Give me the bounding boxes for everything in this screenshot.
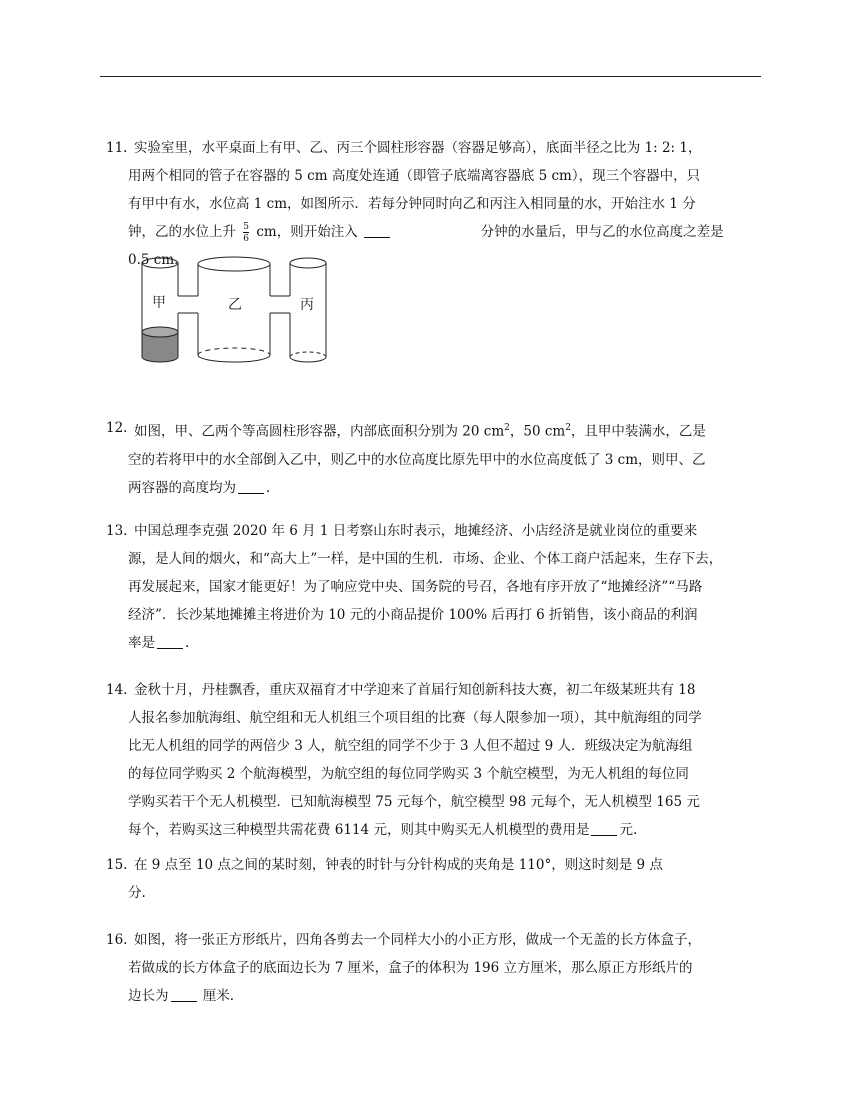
q13-line-1: 中国总理李克强 2020 年 6 月 1 日考察山东时表示，地摊经济、小店经济是就业岗位的重要来: [134, 523, 698, 539]
q12-line-1: [134, 414, 766, 446]
q12-text: ，50 cm: [509, 423, 566, 440]
q14-line-4: 的每位同学购买 2 个航海模型，为航空组的每位同学购买 3 个航空模型，为无人机组的每位同: [128, 766, 689, 782]
superscript: 2: [565, 423, 571, 433]
q16-text: 厘米.: [202, 988, 235, 1004]
q12-text: 两容器的高度均为: [128, 479, 236, 496]
label-bing: 丙: [300, 297, 314, 313]
q16-line-2: 若做成的长方体盒子的底面边长为 7 厘米，盒子的体积为 196 立方厘米，那么原正方形纸片的: [128, 960, 693, 976]
q13-text: .: [185, 635, 190, 651]
q12-line-3: [128, 474, 766, 502]
question-15: [106, 851, 766, 907]
q12-line-2: 空的若将甲中的水全部倒入乙中，则乙中的水位高度比原先甲中的水位高度低了 3 cm，则甲、乙: [128, 451, 706, 468]
header-rule: [100, 76, 761, 77]
q11-text: 钟，乙的水位上升: [128, 224, 236, 240]
question-13: [106, 517, 766, 657]
question-number: 15.: [106, 857, 128, 873]
question-16: [106, 926, 766, 1010]
fraction-denominator: 6: [243, 233, 250, 244]
label-jia: 甲: [152, 295, 166, 311]
q15-line-2: 分.: [128, 885, 146, 901]
q11-text: cm，则开始注入: [256, 224, 358, 240]
containers-diagram: [130, 250, 330, 370]
q11-line-4: [128, 218, 766, 246]
fraction-numerator: 5: [243, 221, 250, 232]
q16-line-1: 如图，将一张正方形纸片，四角各剪去一个同样大小的小正方形，做成一个无盖的长方体盒子，: [134, 932, 701, 948]
answer-blank[interactable]: [157, 634, 183, 649]
q14-line-1: 金秋十月，丹桂飘香，重庆双福育才中学迎来了首届行知创新科技大赛，初二年级某班共有 18: [134, 682, 696, 698]
fraction: [243, 222, 249, 244]
q11-text: 分钟的水量后，甲与乙的水位高度之差是: [480, 224, 724, 240]
q15-line-1: 在 9 点至 10 点之间的某时刻，钟表的时针与分针构成的夹角是 110°，则这时刻是 9 点: [134, 857, 663, 873]
q11-line-2: 用两个相同的管子在容器的 5 cm 高度处连通（即管子底端离容器底 5 cm），现三个容器中，只: [128, 168, 701, 184]
label-yi: 乙: [228, 297, 242, 313]
q12-text: ，且甲中装满水，乙是: [570, 423, 706, 440]
question-number: 14.: [106, 682, 128, 698]
q13-line-4: 经济”．长沙某地摊摊主将进价为 10 元的小商品提价 100% 后再打 6 折销售，该小商品的利润: [128, 607, 698, 623]
q13-line-2: 源，是人间的烟火，和“高大上”一样，是中国的生机．市场、企业、个体工商户活起来，生存下去，: [128, 551, 723, 567]
q14-line-2: 人报名参加航海组、航空组和无人机组三个项目组的比赛（每人限参加一项），其中航海组的同学: [128, 710, 702, 726]
q14-line-3: 比无人机组的同学的两倍少 3 人，航空组的同学不少于 3 人但不超过 9 人．班级决定为航海组: [128, 738, 693, 754]
answer-blank[interactable]: [171, 987, 197, 1002]
question-number: 12.: [106, 420, 128, 436]
answer-blank[interactable]: [364, 223, 390, 238]
q14-line-5: 学购买若干个无人机模型．已知航海模型 75 元每个，航空模型 98 元每个，无人机模型 165 元: [128, 794, 700, 810]
q13-text: 率是: [128, 635, 155, 651]
answer-blank[interactable]: [591, 821, 617, 836]
question-number: 11.: [106, 140, 128, 156]
question-12: [106, 414, 766, 502]
q13-line-5: [128, 629, 766, 657]
question-number: 16.: [106, 932, 128, 948]
q12-text: 如图，甲、乙两个等高圆柱形容器，内部底面积分别为 20 cm: [134, 423, 505, 440]
q11-line-1: 实验室里，水平桌面上有甲、乙、丙三个圆柱形容器（容器足够高），底面半径之比为 1: 2: 1，: [134, 140, 702, 156]
q11-line-5: 0.5 cm．: [128, 252, 188, 268]
answer-blank[interactable]: [238, 479, 264, 494]
q14-text: 每个，若购买这三种模型共需花费 6114 元，则其中购买无人机模型的费用是: [128, 822, 590, 838]
q16-text: 边长为: [128, 988, 169, 1004]
q13-line-3: 再发展起来，国家才能更好！为了响应党中央、国务院的号召，各地有序开放了“地摊经济”“马路: [128, 579, 703, 595]
q11-line-3: 有甲中有水，水位高 1 cm，如图所示．若每分钟同时向乙和丙注入相同量的水，开始注水 1 分: [128, 196, 696, 212]
superscript: 2: [504, 423, 510, 433]
question-number: 13.: [106, 523, 128, 539]
question-14: [106, 676, 766, 844]
q14-line-6: [128, 816, 766, 844]
q14-text: 元.: [619, 822, 638, 838]
connected-containers-figure: [130, 250, 330, 374]
q12-text: .: [266, 479, 271, 496]
q16-line-3: [128, 982, 766, 1010]
